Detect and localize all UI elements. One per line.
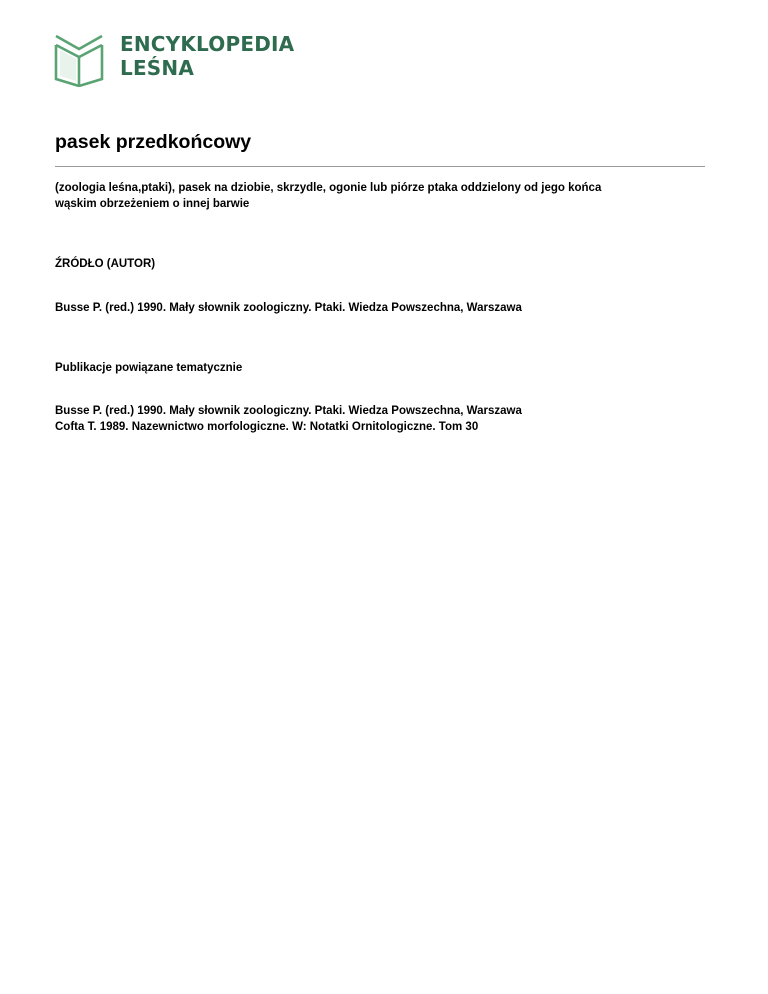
- title-divider: [55, 166, 705, 167]
- definition-line-2: wąskim obrzeżeniem o innej barwie: [55, 198, 250, 210]
- logo-wordmark: [120, 32, 294, 80]
- related-publication-item: Cofta T. 1989. Nazewnictwo morfologiczne. W: Notatki Ornitologiczne. Tom 30: [55, 421, 479, 433]
- page-title: pasek przedkońcowy: [55, 131, 252, 153]
- source-reference: Busse P. (red.) 1990. Mały słownik zoologiczny. Ptaki. Wiedza Powszechna, Warszawa: [55, 302, 522, 314]
- site-logo[interactable]: [54, 31, 294, 87]
- definition-line-1: (zoologia leśna,ptaki), pasek na dziobie, skrzydle, ogonie lub piórze ptaka oddzielony od jego końca: [55, 182, 602, 194]
- related-publication-item: Busse P. (red.) 1990. Mały słownik zoologiczny. Ptaki. Wiedza Powszechna, Warszawa: [55, 405, 522, 417]
- related-publications-list: [55, 403, 522, 435]
- book-icon: [54, 31, 104, 87]
- logo-line-1: ENCYKLOPEDIA: [120, 32, 295, 56]
- related-publications-heading: Publikacje powiązane tematycznie: [55, 362, 243, 374]
- logo-line-2: LEŚNA: [120, 56, 195, 80]
- entry-definition: [55, 180, 601, 212]
- source-heading: ŹRÓDŁO (AUTOR): [55, 258, 156, 270]
